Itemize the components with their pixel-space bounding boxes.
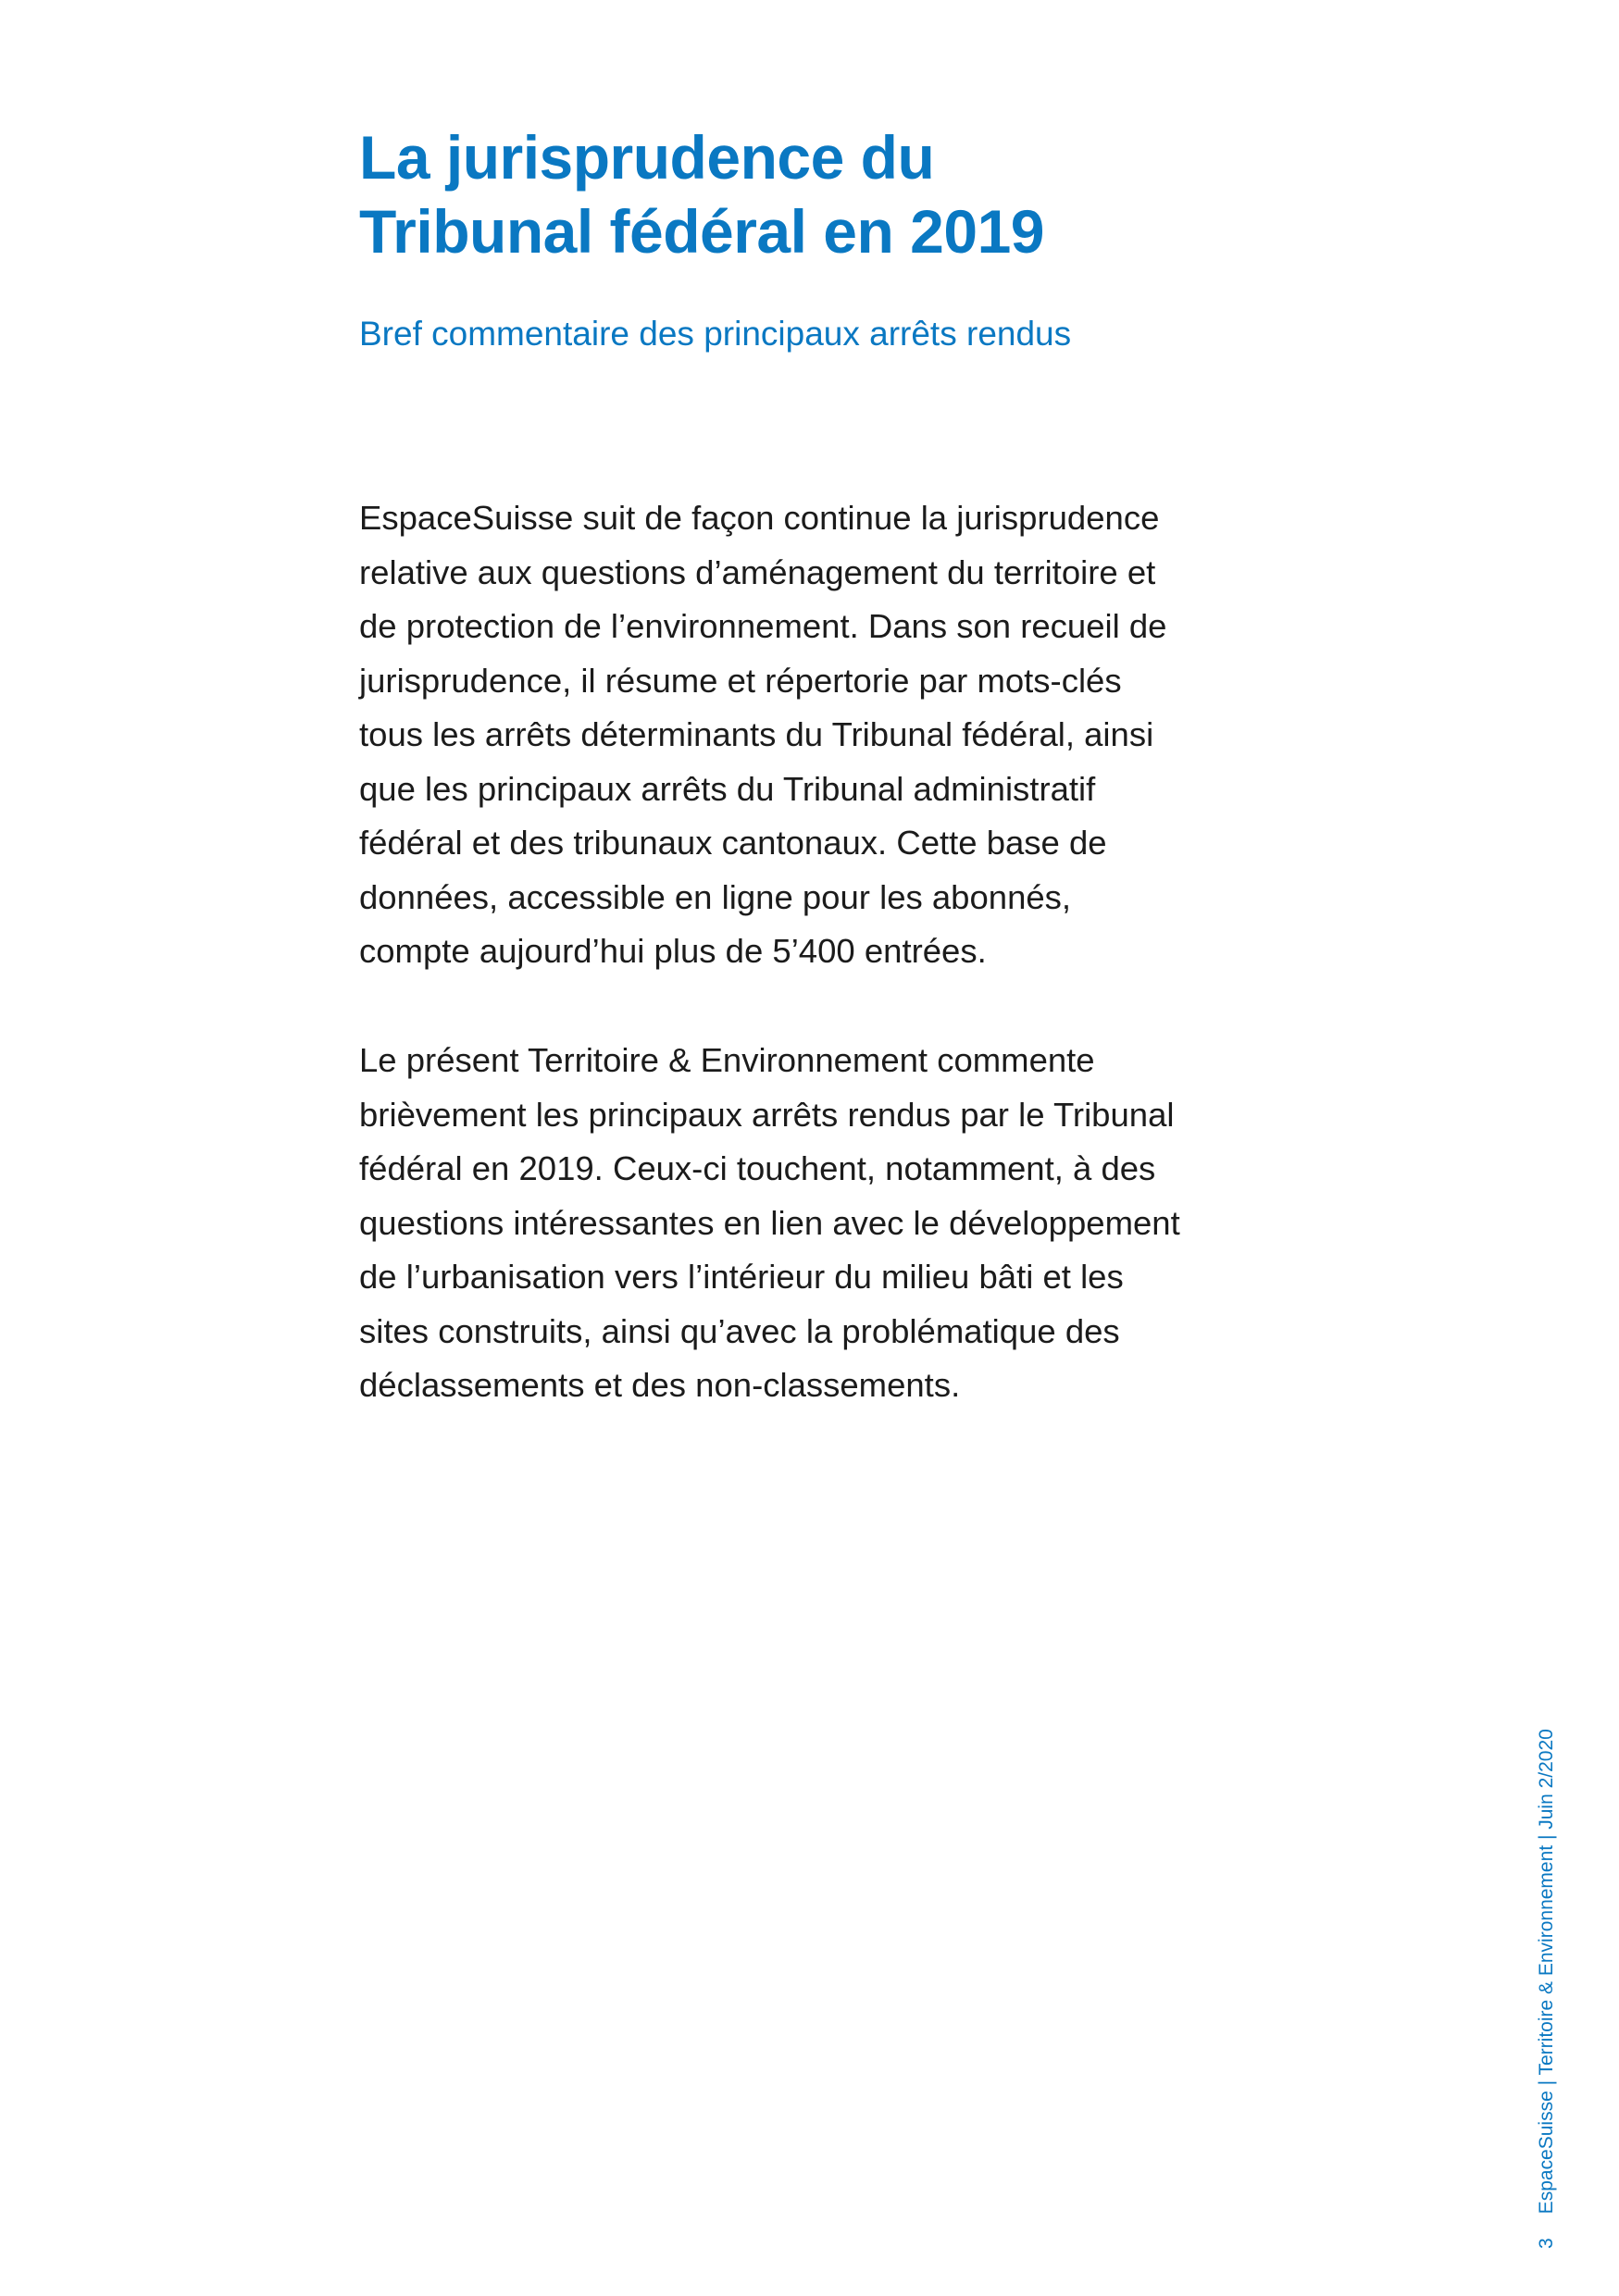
title-line: Tribunal fédéral en 2019 (359, 197, 1044, 266)
paragraph-line: de l’urbanisation vers l’intérieur du milieu bâti et les (359, 1258, 1124, 1296)
paragraph-line: EspaceSuisse suit de façon continue la jurisprudence (359, 499, 1160, 537)
side-footer (1533, 1729, 1561, 2249)
paragraph-line: fédéral en 2019. Ceux-ci touchent, notamment, à des (359, 1149, 1156, 1187)
paragraph-line: fédéral et des tribunaux cantonaux. Cette base de (359, 824, 1107, 862)
title-line: La jurisprudence du (359, 123, 935, 192)
paragraph-line: brièvement les principaux arrêts rendus par le Tribunal (359, 1095, 1175, 1134)
paragraph-line: relative aux questions d’aménagement du territoire et (359, 552, 1156, 591)
paragraph-line: données, accessible en ligne pour les abonnés, (359, 877, 1072, 916)
paragraph-line: Le présent Territoire & Environnement commente (359, 1041, 1095, 1079)
paragraph-line: questions intéressantes en lien avec le développement (359, 1203, 1180, 1242)
publication-info: EspaceSuisse | Territoire & Environnement | Juin 2/2020 (1536, 1729, 1557, 2215)
paragraph-line: que les principaux arrêts du Tribunal administratif (359, 769, 1096, 808)
paragraph-line: de protection de l’environnement. Dans son recueil de (359, 607, 1167, 645)
page-title (359, 120, 1377, 268)
page-subtitle: Bref commentaire des principaux arrêts rendus (359, 315, 1072, 353)
paragraph-line: compte aujourd’hui plus de 5’400 entrées. (359, 932, 987, 970)
paragraph-line: jurisprudence, il résume et répertorie par mots-clés (359, 661, 1122, 700)
paragraph-line: déclassements et des non-classements. (359, 1366, 961, 1404)
intro-paragraph-2 (359, 1034, 1285, 1413)
page-number: 3 (1536, 2238, 1557, 2249)
paragraph-line: tous les arrêts déterminants du Tribunal fédéral, ainsi (359, 715, 1154, 753)
intro-paragraph-1 (359, 491, 1285, 979)
paragraph-line: sites construits, ainsi qu’avec la problématique des (359, 1311, 1120, 1350)
